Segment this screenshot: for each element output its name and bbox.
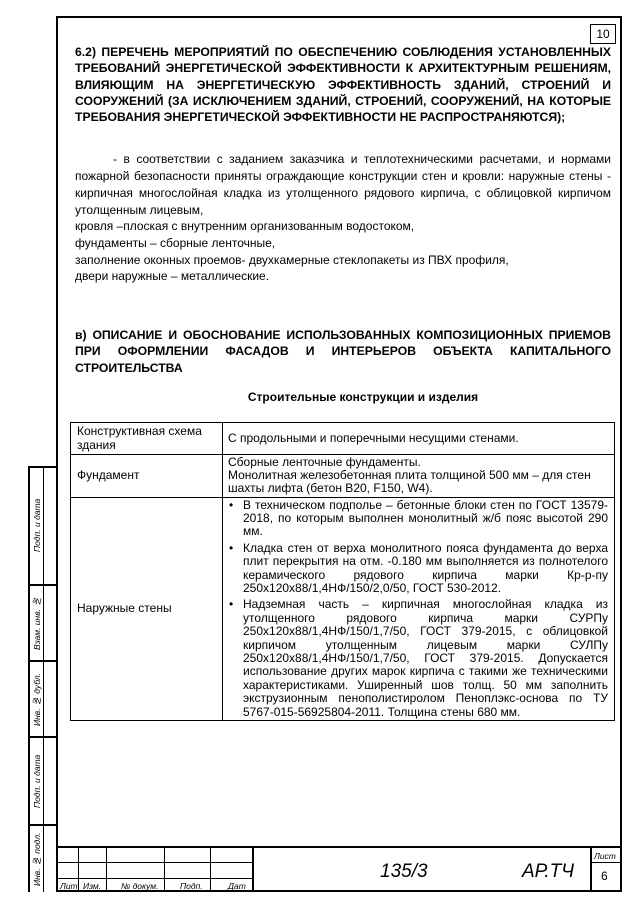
list-item: • Кладка стен от верха монолитного пояса фундамента до верха плит перекрытия на отм. -0.180 мм выполняется из полнотелого керамического рядового кирпича марки Кр-р-пу 250х120х88/1,4НФ/150/2,0/50, ГОСТ 530-2012. <box>228 542 608 596</box>
section-6-2-intro: - в соответствии с заданием заказчика и теплотехническими расчетами, и нормами пожарной безопасности приняты ограждающие конструкции стен и кровли: наружные стены - кирпичная многослойная кладка из утолщенного рядового кирпича, с облицовкой кирпичом утолщенным лицевым, <box>75 152 611 217</box>
row-value <box>223 497 615 721</box>
section-6-2-line: заполнение оконных проемов- двухкамерные стеклопакеты из ПВХ профиля, <box>75 252 509 267</box>
sheet-label: Лист <box>594 851 616 861</box>
side-stamp-label: Инв. № подл. <box>32 832 42 886</box>
col-label-date: Дат <box>228 881 246 891</box>
doc-code: АР.ТЧ <box>522 861 575 882</box>
row-value-line: Сборные ленточные фундаменты. <box>228 455 421 469</box>
document-body <box>75 44 611 404</box>
section-6-2-line: двери наружные – металлические. <box>75 269 270 284</box>
side-stamp-label: Взам. инв. № <box>32 596 42 650</box>
table-row <box>71 497 615 721</box>
table-row <box>71 455 615 498</box>
side-stamp-label: Подп. и дата <box>32 498 42 552</box>
col-label-lit: Лит <box>60 881 78 891</box>
page-corner-number: 10 <box>590 24 616 44</box>
table-row <box>71 423 615 455</box>
list-item: • Надземная часть – кирпичная многослойная кладка из утолщенного рядового кирпича марки СУРПу 250х120х88/1,4НФ/150/1,7/50, ГОСТ 379-2015, с облицовкой кирпичом утолщенным лицевым марки СУЛПу 250х120х88/1,4НФ/150/1,7/50, ГОСТ 379-2015. Допускается использование других марок кирпича с такими же техническими характеристиками. Уширенный шов толщ. 50 мм заполнить экструзионным пенополистиролом Пеноплэкс-основа по ТУ 5767-015-56925804-2011. Толщина стены 680 мм. <box>228 598 608 719</box>
col-label-izm: Изм. <box>83 881 102 891</box>
row-label: Фундамент <box>71 455 223 498</box>
section-6-2-line: фундаменты – сборные ленточные, <box>75 236 276 250</box>
side-stamp <box>28 466 56 892</box>
list-item: • В техническом подполье – бетонные блоки стен по ГОСТ 13579-2018, по которым выполнен монолитный ж/б пояс высотой 290 мм. <box>228 499 608 539</box>
row-label: Конструктивная схема здания <box>71 423 223 455</box>
row-value: С продольными и поперечными несущими стенами. <box>223 423 615 455</box>
sheet-number: 6 <box>601 869 608 883</box>
table-title: Строительные конструкции и изделия <box>247 390 479 404</box>
side-stamp-label: Инв. № дубл. <box>32 672 42 726</box>
doc-number: 135/3 <box>380 861 428 882</box>
col-label-sign: Подп. <box>180 881 203 891</box>
bullet-list <box>228 499 610 720</box>
side-stamp-label: Подп. и дата <box>32 754 42 808</box>
section-6-2-heading: 6.2) ПЕРЕЧЕНЬ МЕРОПРИЯТИЙ ПО ОБЕСПЕЧЕНИЮ СОБЛЮДЕНИЯ УСТАНОВЛЕННЫХ ТРЕБОВАНИЙ ЭНЕРГЕТИЧЕСКОЙ ЭФФЕКТИВНОСТИ К АРХИТЕКТУРНЫМ РЕШЕНИЯМ, ВЛИЯЮЩИМ НА ЭНЕРГЕТИЧЕСКУЮ ЭФФЕКТИВНОСТЬ ЗДАНИЙ, СТРОЕНИЙ И СООРУЖЕНИЙ (ЗА ИСКЛЮЧЕНИЕМ ЗДАНИЙ, СТРОЕНИЙ, СООРУЖЕНИЙ, НА КОТОРЫЕ ТРЕБОВАНИЯ ЭНЕРГЕТИЧЕСКОЙ ЭФФЕКТИВНОСТИ НЕ РАСПРОСТРАНЯЮТСЯ); <box>75 45 611 125</box>
constructions-table <box>70 422 615 721</box>
section-6-2-line: кровля –плоская с внутренним организованным водостоком, <box>75 219 415 234</box>
row-value <box>223 455 615 498</box>
col-label-doc: № докум. <box>121 881 159 891</box>
section-v-heading: в) ОПИСАНИЕ И ОБОСНОВАНИЕ ИСПОЛЬЗОВАННЫХ КОМПОЗИЦИОННЫХ ПРИЕМОВ ПРИ ОФОРМЛЕНИИ ФАСАДОВ И ИНТЕРЬЕРОВ ОБЪЕКТА КАПИТАЛЬНОГО СТРОИТЕЛЬСТВА <box>75 328 611 375</box>
row-label: Наружные стены <box>71 497 223 721</box>
row-value-line: Монолитная железобетонная плита толщиной 500 мм – для стен шахты лифта (бетон В20, F150, W4). <box>228 468 591 496</box>
title-block <box>58 846 622 892</box>
